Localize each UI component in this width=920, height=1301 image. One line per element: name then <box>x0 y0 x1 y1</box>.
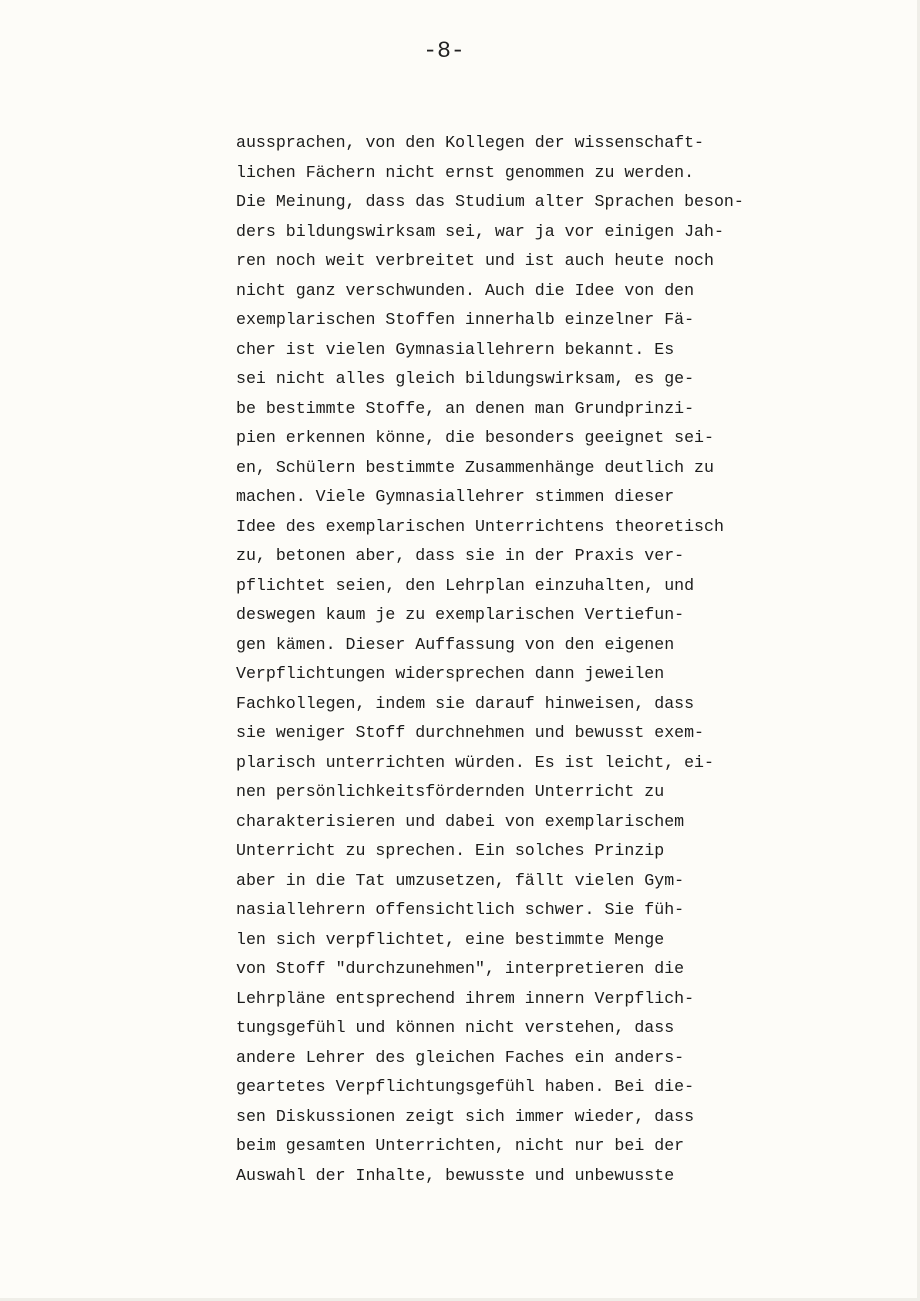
text-line: Fachkollegen, indem sie darauf hinweisen, dass <box>236 693 695 713</box>
text-line: Idee des exemplarischen Unterrichtens theoretisch <box>236 516 724 536</box>
text-line: be bestimmte Stoffe, an denen man Grundprinzi- <box>236 398 695 418</box>
text-line: zu, betonen aber, dass sie in der Praxis ver- <box>236 546 685 565</box>
text-line: nicht ganz verschwunden. Auch die Idee von den <box>236 280 695 300</box>
text-line: geartetes Verpflichtungsgefühl haben. Bei die- <box>236 1077 695 1096</box>
text-line: tungsgefühl und können nicht verstehen, dass <box>236 1018 675 1037</box>
text-line: aber in die Tat umzusetzen, fällt vielen Gym- <box>236 870 685 890</box>
text-line: deswegen kaum je zu exemplarischen Vertiefun- <box>236 605 685 624</box>
text-line: andere Lehrer des gleichen Faches ein anders- <box>236 1047 685 1067</box>
text-line: Unterricht zu sprechen. Ein solches Prinzip <box>236 841 665 860</box>
text-line: sen Diskussionen zeigt sich immer wieder, dass <box>236 1106 695 1126</box>
text-line: en, Schülern bestimmte Zusammenhänge deutlich zu <box>236 457 714 477</box>
text-line: sei nicht alles gleich bildungswirksam, es ge- <box>236 369 695 388</box>
text-line: cher ist vielen Gymnasiallehrern bekannt. Es <box>236 339 675 359</box>
page-number: -8- <box>423 38 465 64</box>
text-line: pflichtet seien, den Lehrplan einzuhalten, und <box>236 575 695 595</box>
text-line: pien erkennen könne, die besonders geeignet sei- <box>236 428 714 447</box>
text-line: lichen Fächern nicht ernst genommen zu werden. <box>236 162 695 182</box>
text-line: ren noch weit verbreitet und ist auch heute noch <box>236 251 714 270</box>
typewritten-text <box>236 128 744 1190</box>
text-line: Die Meinung, dass das Studium alter Sprachen beson- <box>236 192 744 211</box>
text-line: nasiallehrern offensichtlich schwer. Sie füh- <box>236 900 685 919</box>
text-line: von Stoff "durchzunehmen", interpretieren die <box>236 959 685 978</box>
text-line: plarisch unterrichten würden. Es ist leicht, ei- <box>236 752 714 772</box>
text-line: ders bildungswirksam sei, war ja vor einigen Jah- <box>236 221 724 241</box>
text-line: Auswahl der Inhalte, bewusste und unbewusste <box>236 1165 675 1185</box>
text-line: machen. Viele Gymnasiallehrer stimmen dieser <box>236 487 675 506</box>
text-line: Lehrpläne entsprechend ihrem innern Verpflich- <box>236 988 695 1008</box>
text-line: len sich verpflichtet, eine bestimmte Menge <box>236 929 665 949</box>
text-line: nen persönlichkeitsfördernden Unterricht zu <box>236 782 665 801</box>
text-line: Verpflichtungen widersprechen dann jeweilen <box>236 664 665 683</box>
text-line: charakterisieren und dabei von exemplarischem <box>236 811 685 831</box>
text-line: aussprachen, von den Kollegen der wissenschaft- <box>236 133 705 152</box>
text-line: beim gesamten Unterrichten, nicht nur bei der <box>236 1136 685 1155</box>
text-line: sie weniger Stoff durchnehmen und bewusst exem- <box>236 723 705 742</box>
text-line: exemplarischen Stoffen innerhalb einzelner Fä- <box>236 310 695 329</box>
text-line: gen kämen. Dieser Auffassung von den eigenen <box>236 634 675 654</box>
